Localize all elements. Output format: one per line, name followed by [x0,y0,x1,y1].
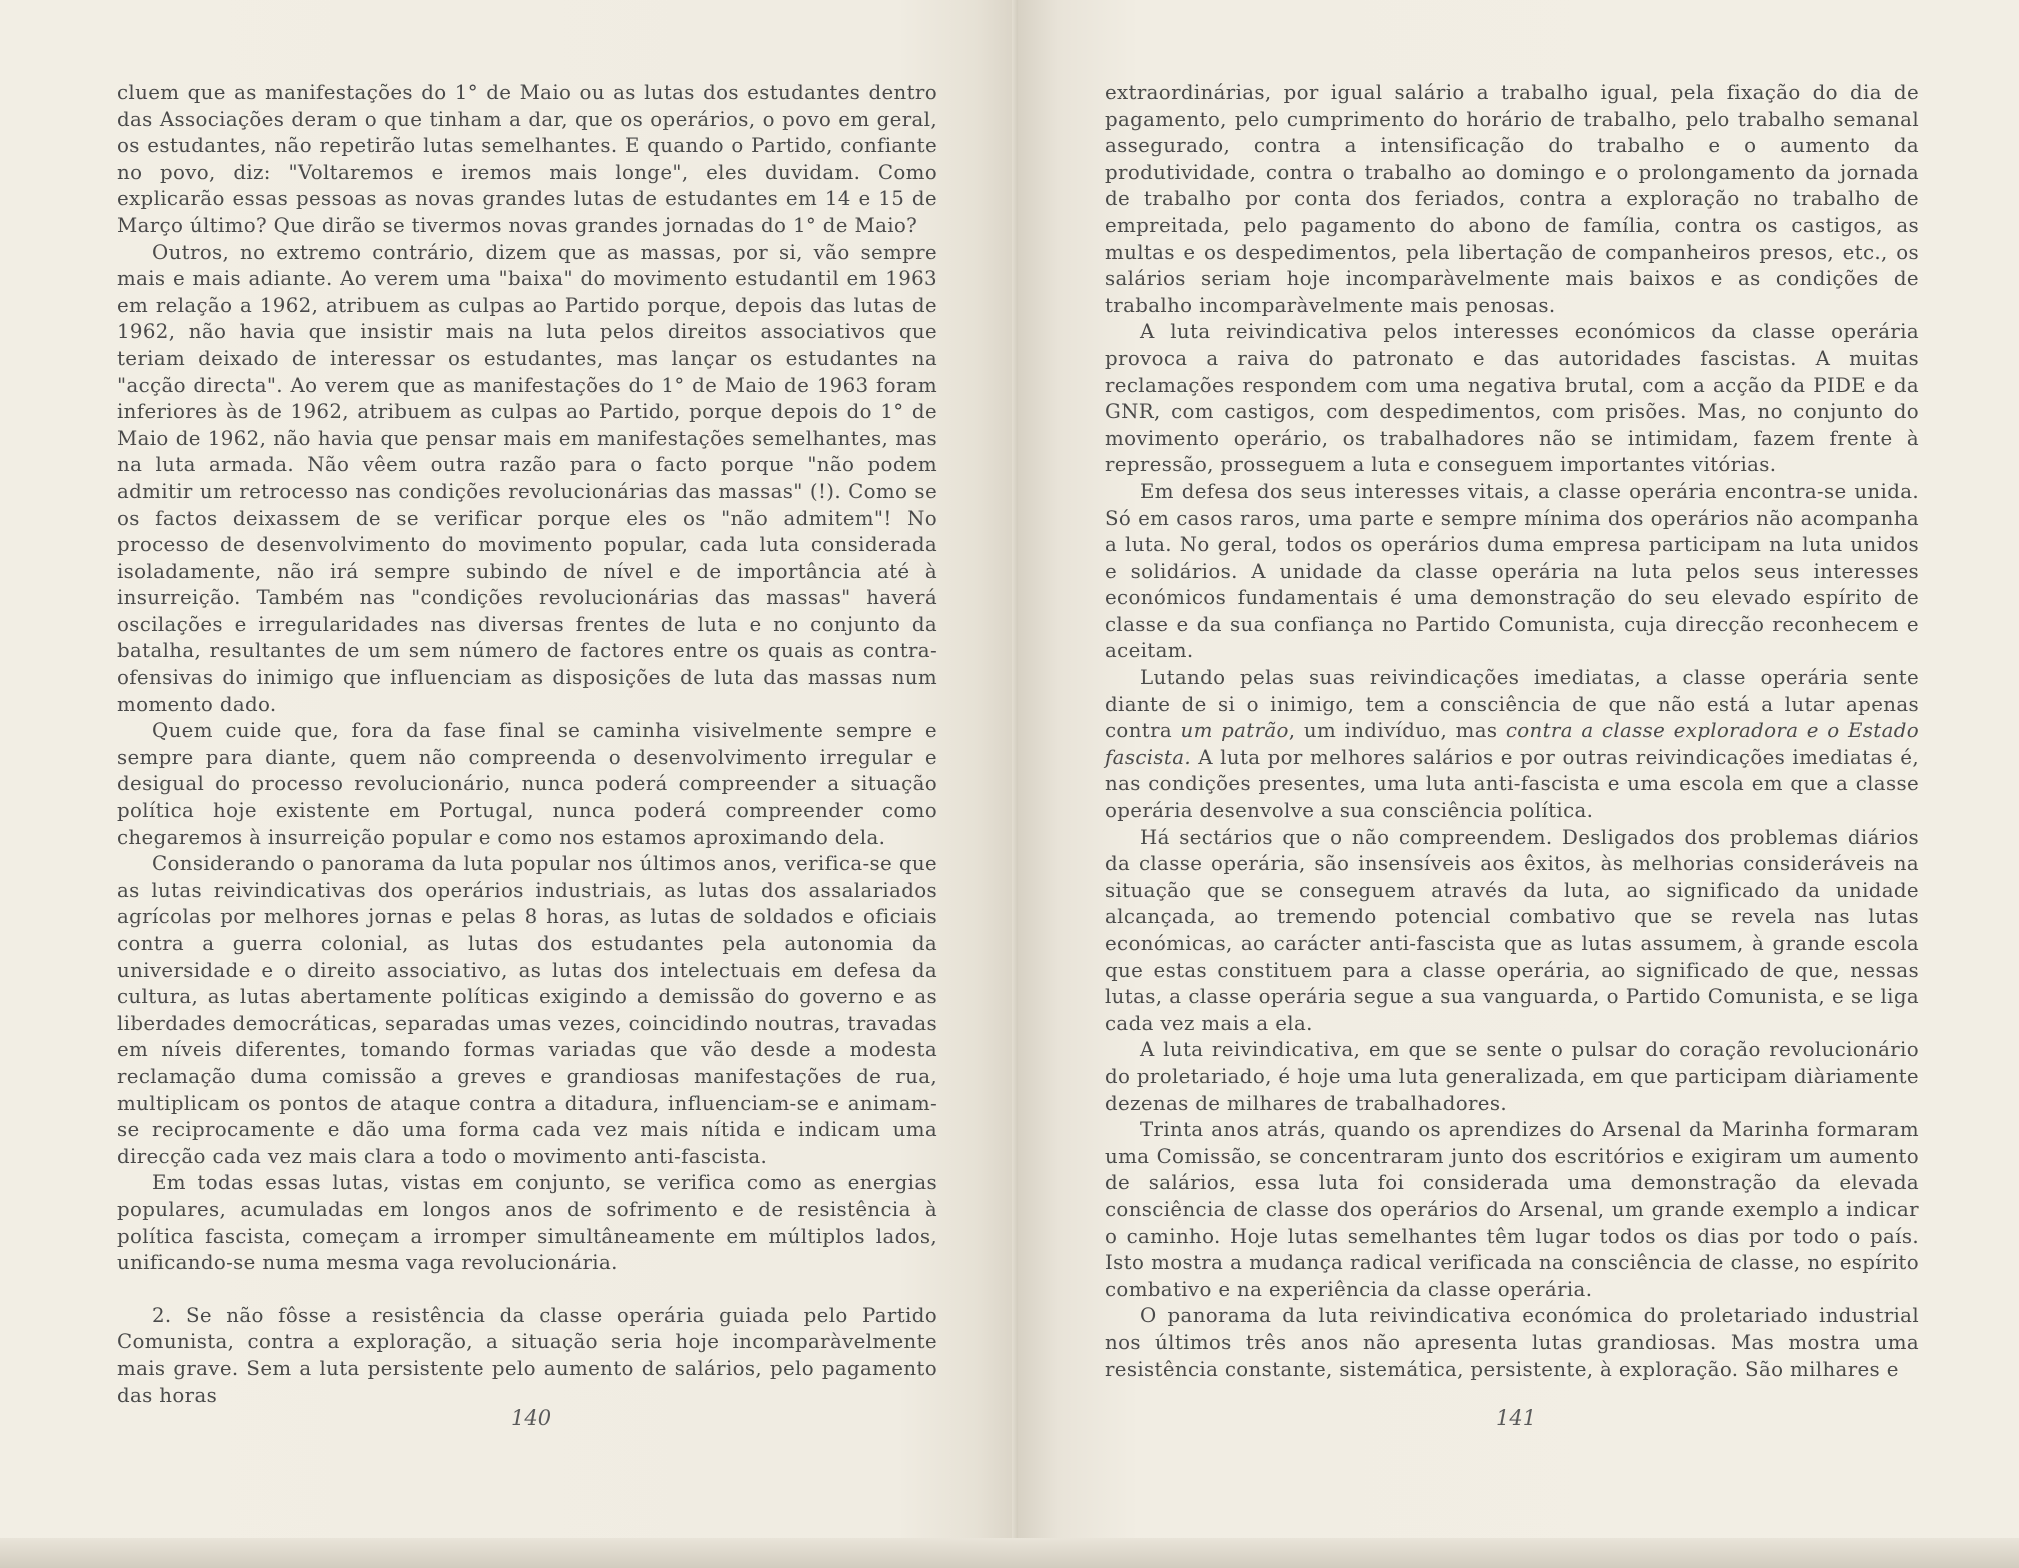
paragraph: O panorama da luta reivindicativa económica do proletariado industrial nos últimos três anos não apresenta lutas grandiosas. Mas mostra uma resistência constante, sistemática, persistente, à exploração. São milhares e [1105,1304,1919,1381]
page-number: 141 [1496,1406,1537,1430]
paragraph: Há sectários que o não compreendem. Desligados dos problemas diários da classe operária, são insensíveis aos êxitos, às melhorias consideráveis na situação que se conseguem através da luta, ao significado da unidade alcançada, ao tremendo potencial combativo que se revela nas lutas económicas, ao carácter anti-fascista que as lutas assumem, à grande escola que estas constituem para a classe operária, ao significado de que, nessas lutas, a classe operária segue a sua vanguarda, o Partido Comunista, e se liga cada vez mais a ela. [1105,825,1919,1035]
paragraph: extraordinárias, por igual salário a trabalho igual, pela fixação do dia de pagamento, pelo cumprimento do horário de trabalho, pelo trabalho semanal assegurado, contra a intensificação do trabalho e o aumento da produtividade, contra o trabalho ao domingo e o prolongamento da jornada de trabalho por conta dos feriados, contra a exploração no trabalho de empreitada, pelo pagamento do abono de família, contra os castigos, as multas e os despedimentos, pela libertação de companheiros presos, etc., os salários seriam hoje incomparàvelmente mais baixos e as condições de trabalho incomparàvelmente mais penosas. [1105,81,1919,317]
emphasis-text: um patrão [1180,719,1289,743]
left-page-text [117,80,937,1409]
paragraph: Quem cuide que, fora da fase final se caminha visivelmente sempre e sempre para diante, quem não compreenda o desenvolvimento irregular e desigual do processo revolucionário, nunca poderá compreender a situação política hoje existente em Portugal, nunca poderá compreender como chegaremos à insurreição popular e como nos estamos aproximando dela. [117,719,937,849]
paragraph: cluem que as manifestações do 1° de Maio ou as lutas dos estudantes dentro das Associações deram o que tinham a dar, que os operários, o povo em geral, os estudantes, não repetirão lutas semelhantes. E quando o Partido, confiante no povo, diz: "Voltaremos e iremos mais longe", eles duvidam. Como explicarão essas pessoas as novas grandes lutas de estudantes em 14 e 15 de Março último? Que dirão se tivermos novas grandes jornadas do 1° de Maio? [117,81,937,237]
paragraph [1105,665,1919,825]
right-page-text [1105,80,1919,1383]
paragraph: A luta reivindicativa, em que se sente o pulsar do coração revolucionário do proletariado, é hoje uma luta generalizada, em que participam diàriamente dezenas de milhares de trabalhadores. [1105,1038,1919,1115]
page-bottom-edge [0,1538,2019,1568]
paragraph-text: , um indivíduo, mas [1288,719,1506,743]
paragraph-text: A luta por melhores salários e por outras reivindicações imediatas é, nas condições presentes, uma luta anti-fascista e uma escola em que a classe operária desenvolve a sua consciência política. [1105,745,1919,823]
paragraph: Trinta anos atrás, quando os aprendizes do Arsenal da Marinha formaram uma Comissão, se concentraram junto dos escritórios e exigiram um aumento de salários, essa luta foi considerada uma demonstração da elevada consciência de classe dos operários do Arsenal, um grande exemplo a indicar o caminho. Hoje lutas semelhantes têm lugar todos os dias por todo o país. Isto mostra a mudança radical verificada na consciência de classe, no espírito combativo e na experiência da classe operária. [1105,1118,1919,1301]
paragraph: Considerando o panorama da luta popular nos últimos anos, verifica-se que as lutas reivindicativas dos operários industriais, as lutas dos assalariados agrícolas por melhores jornas e pelas 8 horas, as lutas de soldados e oficiais contra a guerra colonial, as lutas dos estudantes pela autonomia da universidade e o direito associativo, as lutas dos intelectuais em defesa da cultura, as lutas abertamente políticas exigindo a demissão do governo e as liberdades democráticas, separadas umas vezes, coincidindo noutras, travadas em níveis diferentes, tomando formas variadas que vão desde a modesta reclamação duma comissão a greves e grandiosas manifestações de rua, multiplicam os pontos de ataque contra a ditadura, influenciam-se e animam-se reciprocamente e dão uma forma cada vez mais nítida e indicam uma direcção cada vez mais clara a todo o movimento anti-fascista. [117,852,937,1168]
paragraph: Em todas essas lutas, vistas em conjunto, se verifica como as energias populares, acumuladas em longos anos de sofrimento e de resistência à política fascista, começam a irromper simultâneamente em múltiplos lados, unificando-se numa mesma vaga revolucionária. [117,1171,937,1275]
page-number: 140 [511,1406,552,1430]
emphasis-text: contra a classe exploradora e o Estado fascista. [1105,719,1920,769]
paragraph: A luta reivindicativa pelos interesses económicos da classe operária provoca a raiva do patronato e das autoridades fascistas. A muitas reclamações respondem com uma negativa brutal, com a acção da PIDE e da GNR, com castigos, com despedimentos, com prisões. Mas, no conjunto do movimento operário, os trabalhadores não se intimidam, fazem frente à repressão, prosseguem a luta e conseguem importantes vitórias. [1105,320,1919,477]
paragraph: Em defesa dos seus interesses vitais, a classe operária encontra-se unida. Só em casos raros, uma parte e sempre mínima dos operários não acompanha a luta. No geral, todos os operários duma empresa participam na luta unidos e solidários. A unidade da classe operária na luta pelos seus interesses económicos fundamentais é uma demonstração do seu elevado espírito de classe e da sua confiança no Partido Comunista, cuja direcção reconhecem e aceitam. [1105,479,1919,663]
right-page [1018,0,2019,1568]
paragraph: 2. Se não fôsse a resistência da classe operária guiada pelo Partido Comunista, contra a exploração, a situação seria hoje incomparàvelmente mais grave. Sem a luta persistente pelo aumento de salários, pelo pagamento das horas [117,1303,937,1407]
paragraph: Outros, no extremo contrário, dizem que as massas, por si, vão sempre mais e mais adiante. Ao verem uma "baixa" do movimento estudantil em 1963 em relação a 1962, atribuem as culpas ao Partido porque, depois das lutas de 1962, não havia que insistir mais na luta pelos direitos associativos que teriam deixado de interessar os estudantes, mas lançar os estudantes na "acção directa". Ao verem que as manifestações do 1° de Maio de 1963 foram inferiores às de 1962, atribuem as culpas ao Partido, porque depois do 1° de Maio de 1962, não havia que pensar mais em manifestações semelhantes, mas na luta armada. Não vêem outra razão para o facto porque "não podem admitir um retrocesso nas condições revolucionárias das massas" (!). Como se os factos deixassem de se verificar porque eles os "não admitem"! No processo de desenvolvimento do movimento popular, cada luta considerada isoladamente, não irá sempre subindo de nível e de importância até à insurreição. Também nas "condições revolucionárias das massas" haverá oscilações e irregularidades nas diversas frentes de luta e no conjunto da batalha, resultantes de um sem número de factores entre os quais as contra-ofensivas do inimigo que influenciam as disposições de luta das massas num momento dado. [117,240,937,716]
paragraph-text: Lutando pelas suas reivindicações imediatas, a classe operária sente diante de si o inimigo, tem a consciência de que não está a lutar apenas contra [1105,666,1919,743]
